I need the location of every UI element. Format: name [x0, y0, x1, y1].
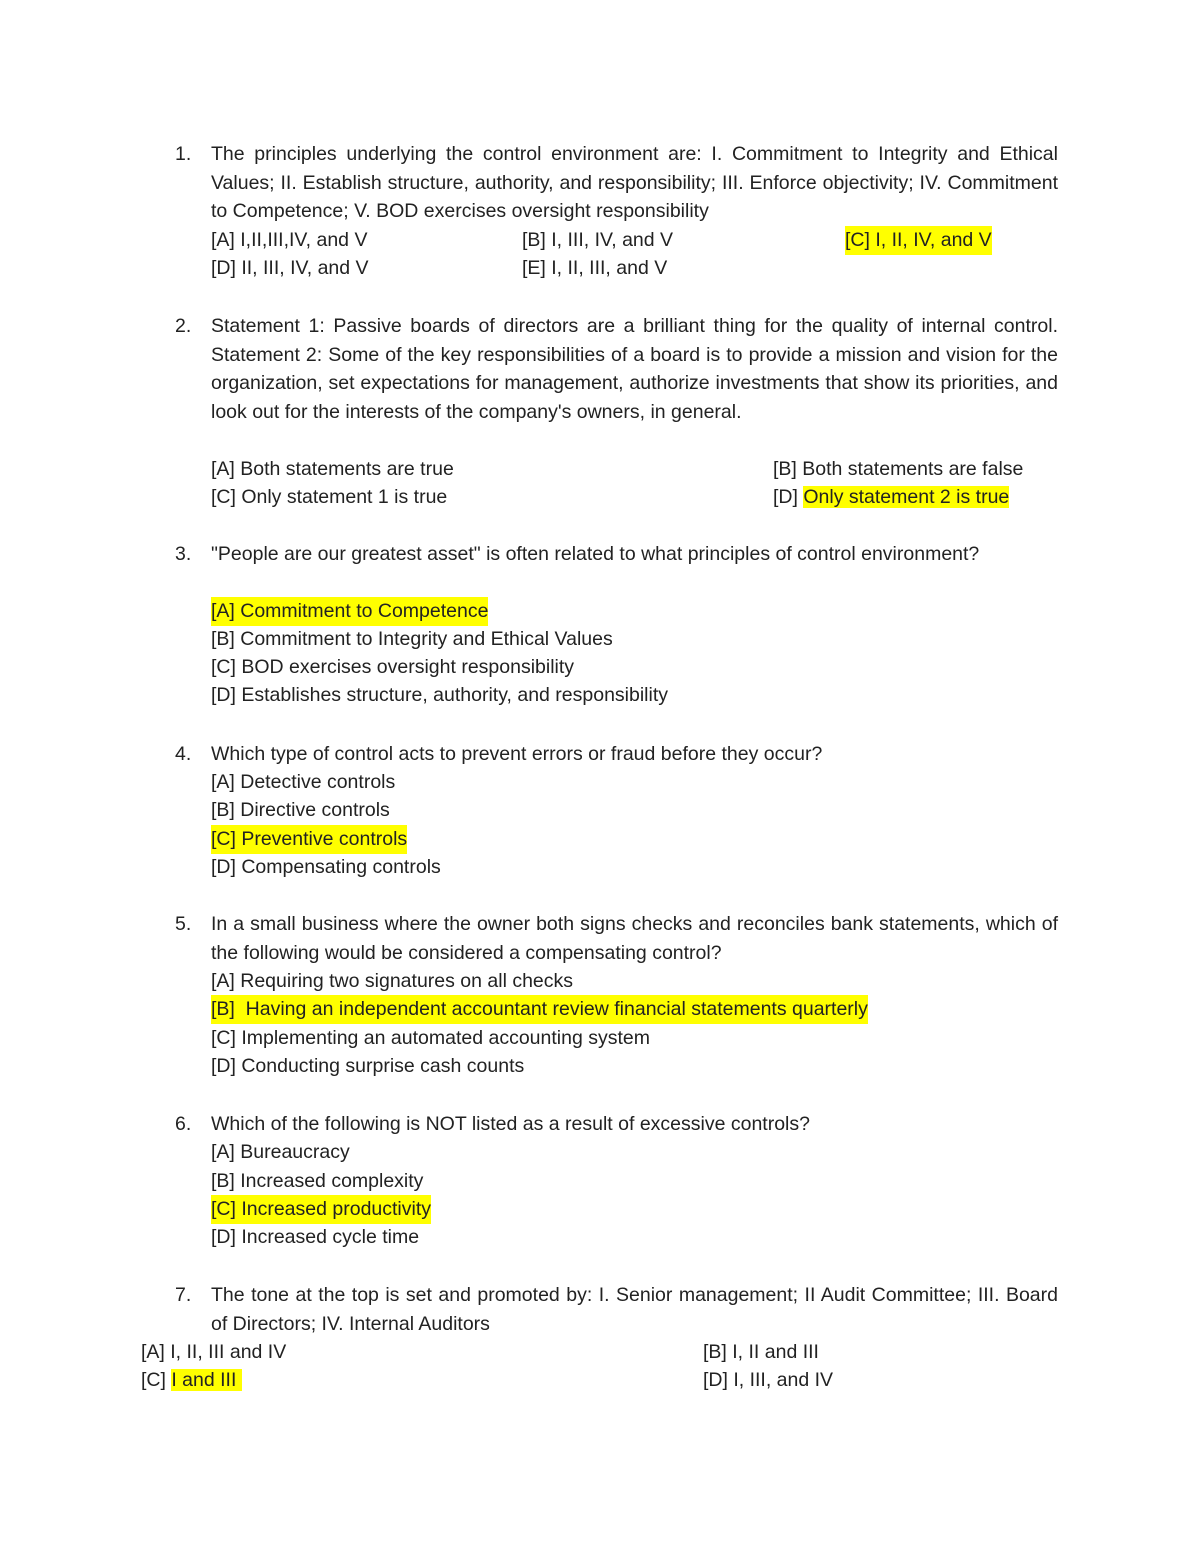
option-c: [C] Implementing an automated accounting system — [211, 1027, 650, 1049]
question-number: 2. — [175, 315, 192, 337]
option-label: [C] — [141, 1369, 166, 1391]
question-stem: Which type of control acts to prevent errors or fraud before they occur? — [211, 743, 823, 765]
option-c: [C] Only statement 1 is true — [211, 486, 448, 508]
option-d: [D] Establishes structure, authority, and responsibility — [211, 684, 669, 706]
option-b: [B] Commitment to Integrity and Ethical Values — [211, 628, 613, 650]
option-c: [C] BOD exercises oversight responsibility — [211, 656, 575, 678]
question-number: 5. — [175, 913, 192, 935]
question-stem: The tone at the top is set and promoted by: I. Senior management; II Audit Committee; III. Board of Directors; IV. Internal Auditors — [211, 1284, 1058, 1335]
option-text-highlighted: I and III — [171, 1369, 242, 1391]
option-b: [B] I, III, IV, and V — [522, 229, 674, 251]
question-stem: Which of the following is NOT listed as a result of excessive controls? — [211, 1113, 810, 1135]
option-a: [A] Requiring two signatures on all checks — [211, 970, 574, 992]
question-number: 3. — [175, 543, 192, 565]
question-number: 7. — [175, 1284, 192, 1306]
option-b-highlighted: [B] Having an independent accountant review financial statements quarterly — [211, 995, 868, 1024]
question-number: 6. — [175, 1113, 192, 1135]
option-d — [773, 483, 1009, 512]
option-a: [A] Bureaucracy — [211, 1141, 350, 1163]
option-a-highlighted: [A] Commitment to Competence — [211, 597, 488, 626]
option-e: [E] I, II, III, and V — [522, 257, 668, 279]
option-b: [B] I, II and III — [703, 1341, 819, 1363]
option-b: [B] Both statements are false — [773, 458, 1024, 480]
question-number: 1. — [175, 143, 192, 165]
option-b: [B] Increased complexity — [211, 1170, 424, 1192]
option-d: [D] Conducting surprise cash counts — [211, 1055, 525, 1077]
option-text-highlighted: Only statement 2 is true — [803, 486, 1010, 508]
question-stem: Statement 1: Passive boards of directors are a brilliant thing for the quality of internal control. Statement 2: Some of the key responsibilities of a board is to provide a mission and vision for the organization, set expectations for management, authorize investments that show its priorities, and look out for the interests of the company's owners, in general. — [211, 315, 1058, 423]
question-stem: In a small business where the owner both signs checks and reconciles bank statements, which of the following would be considered a compensating control? — [211, 913, 1058, 964]
option-d: [D] Increased cycle time — [211, 1226, 420, 1248]
question-stem: The principles underlying the control environment are: I. Commitment to Integrity and Ethical Values; II. Establish structure, authority, and responsibility; III. Enforce objectivity; IV. Commitment to Competence; V. BOD exercises oversight responsibility — [211, 143, 1058, 222]
option-c-highlighted: [C] I, II, IV, and V — [845, 226, 992, 255]
option-a: [A] I, II, III and IV — [141, 1341, 287, 1363]
option-a: [A] I,II,III,IV, and V — [211, 229, 368, 251]
option-b: [B] Directive controls — [211, 799, 390, 821]
option-c-highlighted: [C] Increased productivity — [211, 1195, 431, 1224]
option-d: [D] II, III, IV, and V — [211, 257, 369, 279]
option-d: [D] Compensating controls — [211, 856, 441, 878]
option-d: [D] I, III, and IV — [703, 1369, 834, 1391]
question-stem: "People are our greatest asset" is often related to what principles of control environment? — [211, 543, 980, 565]
option-a: [A] Detective controls — [211, 771, 396, 793]
question-number: 4. — [175, 743, 192, 765]
option-c-highlighted: [C] Preventive controls — [211, 825, 407, 854]
option-label: [D] — [773, 486, 798, 508]
option-a: [A] Both statements are true — [211, 458, 454, 480]
option-c — [141, 1366, 242, 1395]
